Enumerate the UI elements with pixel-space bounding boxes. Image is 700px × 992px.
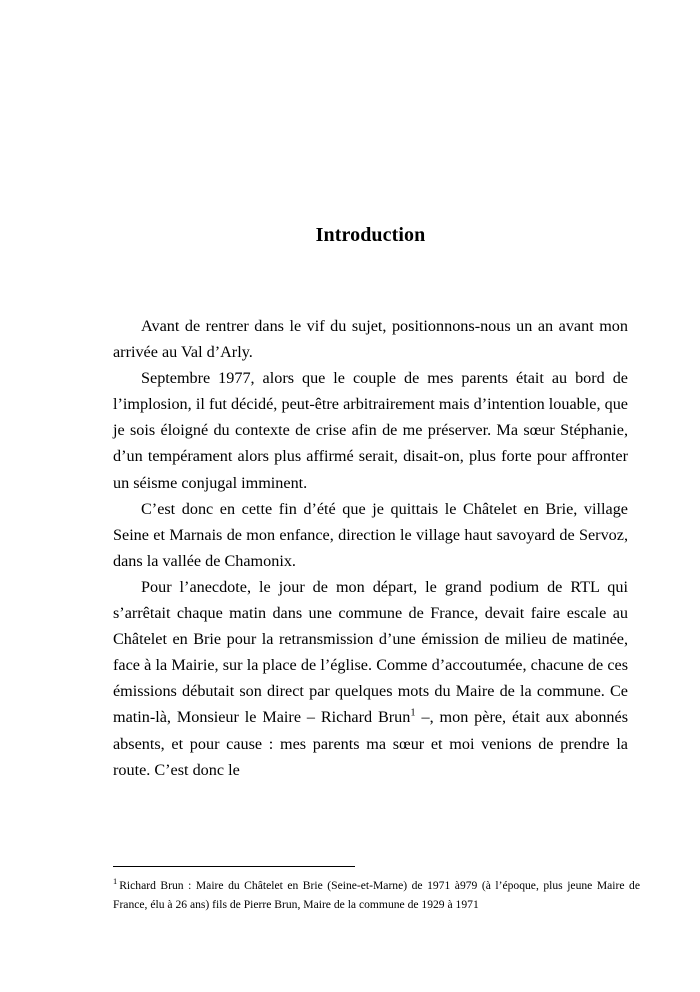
footnote-entry	[113, 876, 640, 914]
paragraph-4	[113, 574, 628, 783]
footnote-reference-marker[interactable]: 1	[410, 708, 416, 720]
paragraph-4-text-after-footnote: –, mon père, était aux abonnés absents, et pour cause : mes parents ma sœur et moi venions de prendre la route. C’est donc le	[113, 708, 628, 779]
footnote-number: 1	[113, 877, 118, 887]
paragraph-4-text-before-footnote: Pour l’anecdote, le jour de mon départ, le grand podium de RTL qui s’arrêtait chaque matin dans une commune de France, devait faire escale au Châtelet en Brie pour la retransmission d’une émission de milieu de matinée, face à la Mairie, sur la place de l’église. Comme d’accoutumée, chacune de ces émissions débutait son direct par quelques mots du Maire de la commune. Ce matin-là, Monsieur le Maire – Richard Brun	[113, 577, 628, 727]
footnote-body-text: Richard Brun : Maire du Châtelet en Brie (Seine-et-Marne) de 1971 à979 (à l’époque, plus jeune Maire de France, élu à 26 ans) fils de Pierre Brun, Maire de la commune de 1929 à 1971	[113, 879, 640, 911]
body-text	[113, 313, 628, 783]
paragraph-3: C’est donc en cette fin d’été que je quittais le Châtelet en Brie, village Seine et Marnais de mon enfance, direction le village haut savoyard de Servoz, dans la vallée de Chamonix.	[113, 499, 628, 570]
paragraph-2: Septembre 1977, alors que le couple de mes parents était au bord de l’implosion, il fut décidé, peut-être arbitrairement mais d’intention louable, que je sois éloigné du contexte de crise afin de me préserver. Ma sœur Stéphanie, d’un tempérament alors plus affirmé serait, disait-on, plus forte pour affronter un séisme conjugal imminent.	[113, 369, 628, 492]
page-title: Introduction	[315, 224, 426, 247]
footnote-separator-rule	[113, 866, 355, 867]
footnote-area	[113, 866, 640, 914]
paragraph-1: Avant de rentrer dans le vif du sujet, positionnons-nous un an avant mon arrivée au Val d’Arly.	[113, 317, 628, 362]
